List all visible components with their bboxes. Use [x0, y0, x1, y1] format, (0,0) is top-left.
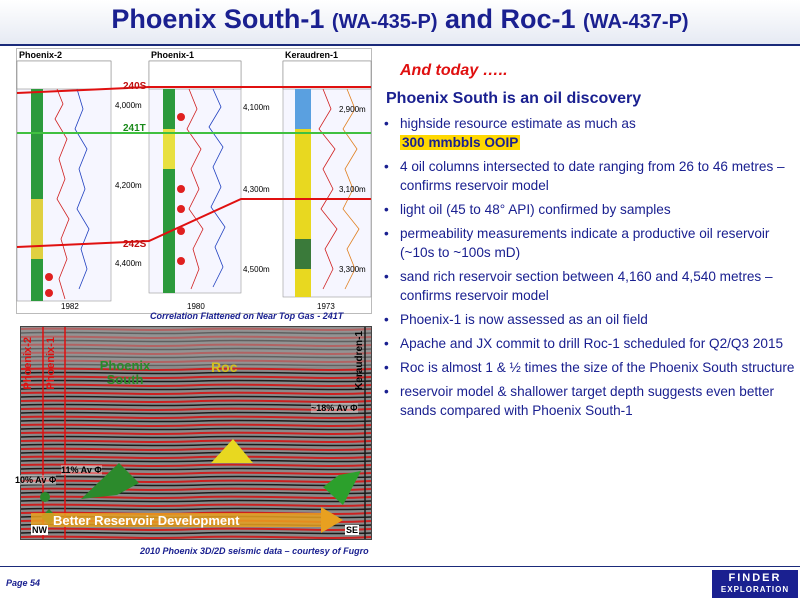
well-label-phoenix-2: Phoenix-2 [19, 50, 63, 60]
year-keraudren-1: 1973 [317, 302, 335, 311]
and-today-heading: And today ….. [400, 62, 508, 79]
bullet-item: • sand rich reservoir section between 4,160 and 4,540 metres – confirms reservoir model [384, 267, 796, 305]
depth-p1-2: 4,300m [243, 185, 270, 194]
better-reservoir-label: Better Reservoir Development [53, 513, 240, 528]
depth-p2-2: 4,200m [115, 181, 142, 190]
marker-240s: 240S [123, 81, 147, 92]
se-label: SE [346, 525, 359, 535]
bullet-item: • Apache and JX commit to drill Roc-1 scheduled for Q2/Q3 2015 [384, 334, 796, 353]
bullet-item: • permeability measurements indicate a productive oil reservoir (~10s to ~100s mD) [384, 224, 796, 262]
finder-exploration-logo [712, 570, 798, 598]
title-bar [0, 0, 800, 46]
seismic-caption: 2010 Phoenix 3D/2D seismic data – courtesy of Fugro [140, 546, 369, 556]
bullet-item: • Roc is almost 1 & ½ times the size of the Phoenix South structure [384, 358, 796, 377]
discovery-heading: Phoenix South is an oil discovery [386, 90, 642, 107]
depth-p1-1: 4,100m [243, 103, 270, 112]
title-part-3: and Roc-1 [437, 4, 584, 34]
bullet-item: • light oil (45 to 48° API) confirmed by samples [384, 200, 796, 219]
nw-label: NW [32, 525, 47, 535]
correlation-caption: Correlation Flattened on Near Top Gas - 241T [150, 311, 344, 321]
seismic-graphic [21, 327, 371, 539]
porosity-label-11: 11% Av Φ [61, 465, 102, 475]
bullet-item: • Phoenix-1 is now assessed as an oil field [384, 310, 796, 329]
bullet-resource-text: highside resource estimate as much as [400, 116, 636, 131]
logo-line-2: EXPLORATION [720, 585, 790, 594]
depth-k1-2: 3,100m [339, 185, 366, 194]
title-part-4: (WA-437-P) [583, 11, 689, 33]
bullet-list [384, 114, 796, 425]
seis-label-roc: Roc [211, 359, 238, 375]
porosity-label-18: ~18% Av Φ [311, 403, 358, 413]
porosity-label-10: 10% Av Φ [15, 475, 57, 485]
seis-label-phoenix-south: Phoenix South [99, 358, 151, 387]
footer-divider [0, 566, 800, 567]
well-label-phoenix-1: Phoenix-1 [151, 50, 195, 60]
depth-p2-3: 4,400m [115, 259, 142, 268]
well-label-keraudren-1: Keraudren-1 [285, 50, 339, 60]
depth-p1-3: 4,500m [243, 265, 270, 274]
bullet-item: • reservoir model & shallower target depth suggests even better sands compared with Phoenix South-1 [384, 382, 796, 420]
seis-label-phoenix-1: Phoenix-1 [45, 337, 57, 390]
seis-label-phoenix-2: Phoenix-2 [22, 337, 34, 390]
title-part-1: Phoenix South-1 [111, 4, 332, 34]
marker-242s: 242S [123, 239, 147, 250]
title-part-2: (WA-435-P) [331, 11, 438, 33]
page-number: Page 54 [6, 578, 41, 588]
bullet-item-resource [384, 114, 796, 152]
seismic-section [15, 326, 372, 540]
slide-title [0, 4, 800, 35]
depth-k1-1: 2,900m [339, 105, 366, 114]
ooip-highlight: 300 mmbbls OOIP [402, 135, 519, 150]
year-phoenix-1: 1980 [187, 302, 205, 311]
marker-241t: 241T [123, 123, 146, 134]
well-log-graphic [17, 49, 371, 313]
depth-p2-1: 4,000m [115, 101, 142, 110]
logo-line-1: FINDER [728, 572, 782, 584]
year-phoenix-2: 1982 [61, 302, 79, 311]
bullet-item: • 4 oil columns intersected to date ranging from 26 to 46 metres – confirms reservoir model [384, 157, 796, 195]
depth-k1-3: 3,300m [339, 265, 366, 274]
seis-label-keraudren: Keraudren-1 [354, 331, 365, 390]
well-log-correlation [16, 48, 372, 314]
